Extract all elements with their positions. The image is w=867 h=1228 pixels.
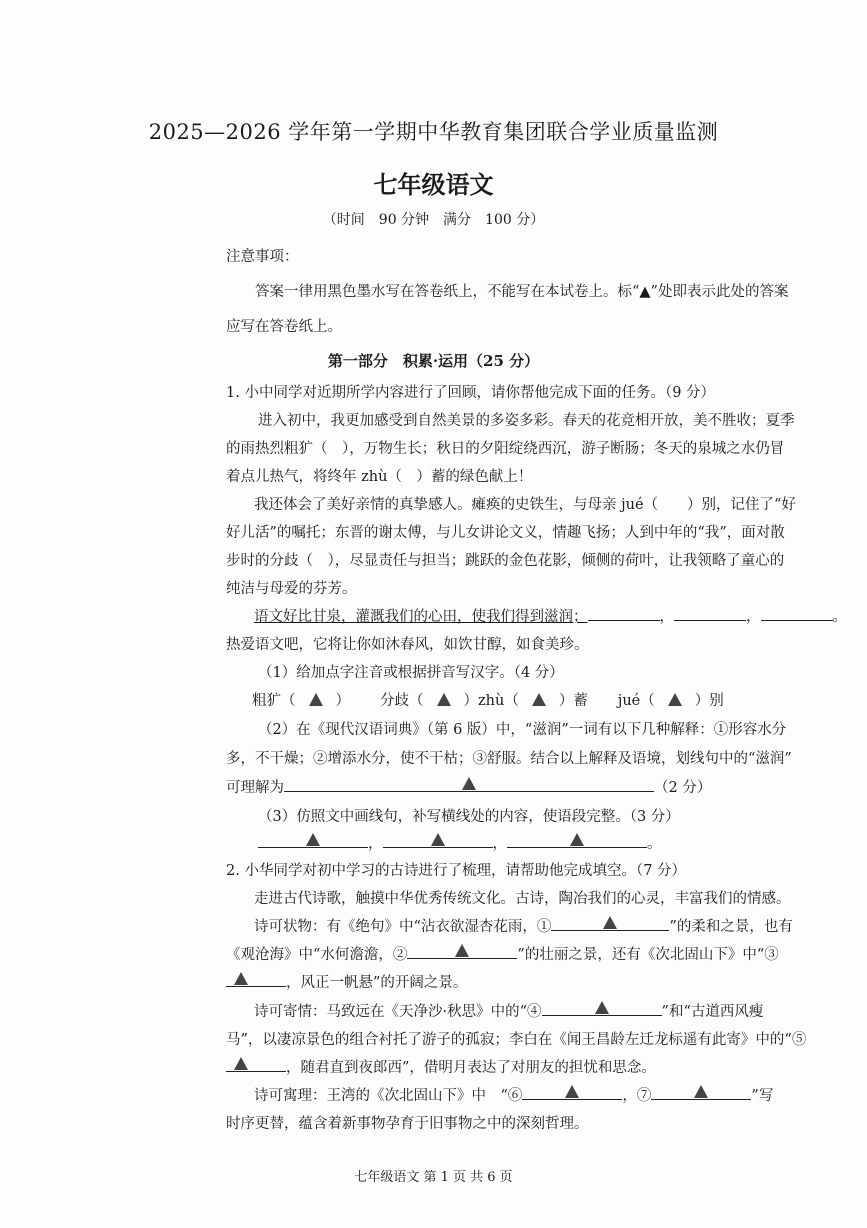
- passage-line: 步时的分歧（ ），尽显责任与担当；跳跃的金色花影，倾侧的荷叶，让我领略了童心的: [226, 553, 785, 569]
- passage-line: 热爱语文吧，它将让你如沐春风，如饮甘醇，如食美珍。: [226, 637, 589, 653]
- answer-triangle-icon: [234, 972, 248, 985]
- passage-line: 进入初中，我更加感受到自然美景的多姿多彩。春天的花竞相开放，美不胜收；夏季: [258, 413, 795, 429]
- poem-fill-line: 《观沧海》中“水何澹澹，② ”的壮丽之景，还有《次北固山下》中“③: [226, 943, 779, 964]
- answer-triangle-icon: [437, 693, 451, 706]
- answer-triangle-icon: [431, 833, 445, 846]
- exam-time-info: （时间 90 分钟 满分 100 分）: [322, 212, 545, 228]
- poem-fill-line: 诗可寓理：王湾的《次北固山下》中 “⑥ ，⑦ ”写: [254, 1084, 773, 1105]
- passage-line: 好儿活”的嘱托；东晋的谢太傅，与儿女讲论文义，情趣飞扬；人到中年的“我”，面对散: [226, 525, 785, 541]
- notice-label: 注意事项：: [226, 249, 299, 265]
- answer-triangle-icon: [455, 944, 469, 957]
- answer-blank: [507, 833, 647, 848]
- passage-line: 的雨热烈粗犷（ ），万物生长；秋日的夕阳绽绕西沉，游子断肠；冬天的泉城之水仍冒: [226, 441, 785, 457]
- answer-triangle-icon: [306, 833, 320, 846]
- answer-triangle-icon: [603, 916, 617, 929]
- answer-triangle-icon: [532, 693, 546, 706]
- question-2-stem: 2. 小华同学对初中学习的古诗进行了梳理，请帮助他完成填空。（7 分）: [226, 863, 687, 879]
- sub-question-3: （3）仿照文中画线句，补写横线处的内容，使语段完整。（3 分）: [258, 809, 680, 825]
- answer-blank: [551, 916, 669, 931]
- question-1-stem: 1. 小中同学对近期所学内容进行了回顾，请你帮他完成下面的任务。（9 分）: [226, 385, 716, 401]
- passage-line: 我还体会了美好亲情的真挚感人。瘫痪的史铁生，与母亲 jué（ ）别，记住了“好: [254, 497, 796, 513]
- notice-line: 答案一律用黑色墨水写在答卷纸上，不能写在本试卷上。标“▲”处即表示此处的答案: [255, 284, 789, 300]
- answer-blank: [522, 1085, 622, 1100]
- passage-line: 纯洁与母爱的芬芳。: [226, 581, 357, 597]
- poem-fill-line: ，随君直到夜郎西”，借明月表达了对朋友的担忧和思念。: [226, 1056, 656, 1077]
- poem-fill-line: 诗可寄情：马致远在《天净沙·秋思》中的“④ ”和“古道西风瘦: [254, 1000, 763, 1021]
- answer-triangle-icon: [462, 777, 476, 790]
- answer-blank: [761, 606, 833, 621]
- answer-triangle-icon: [570, 833, 584, 846]
- poem-fill-line: 诗可状物：有《绝句》中“沾衣欲湿杏花雨，① ”的柔和之景，也有: [254, 915, 793, 936]
- sub-question-2-line: 多，不干燥；②增添水分，使不干枯；③舒服。结合以上解释及语境，划线句中的“滋润”: [226, 751, 792, 767]
- pinyin-answer-row: 粗犷（ ） 分歧（ ）zhù（ ）蓄 jué（ ）别: [252, 693, 724, 709]
- answer-blank: [588, 606, 660, 621]
- answer-blank: [651, 1085, 751, 1100]
- answer-blank: [284, 777, 654, 792]
- answer-triangle-icon: [694, 1085, 708, 1098]
- exam-title: 2025—2026 学年第一学期中华教育集团联合学业质量监测: [148, 120, 719, 144]
- sub-question-1: （1）给加点字注音或根据拼音写汉字。（4 分）: [258, 665, 564, 681]
- page-footer: 七年级语文 第 1 页 共 6 页: [354, 1170, 513, 1185]
- poem-fill-line: ，风正一帆悬”的开阔之景。: [226, 971, 467, 992]
- sub-question-3-blanks: ， ， 。: [258, 832, 662, 853]
- passage-line: 时序更替，蕴含着新事物孕育于旧事物之中的深刻哲理。: [226, 1116, 589, 1132]
- passage-line-3: 语文好比甘泉，灌溉我们的心田，使我们得到滋润； ， ， 。: [254, 605, 847, 626]
- answer-blank: [258, 833, 368, 848]
- notice-line: 应写在答卷纸上。: [226, 319, 342, 335]
- sub-question-2-line: 可理解为 （2 分）: [226, 776, 711, 797]
- answer-blank: [407, 944, 517, 959]
- underlined-sentence: 语文好比甘泉，灌溉我们的心田，使我们得到滋润；: [254, 609, 588, 625]
- part1-heading: 第一部分 积累·运用（25 分）: [327, 352, 540, 370]
- exam-subject: 七年级语文: [373, 170, 494, 199]
- sub-question-2: （2）在《现代汉语词典》（第 6 版）中，“滋润”一词有以下几种解释：①形容水分: [258, 722, 787, 738]
- answer-triangle-icon: [668, 693, 682, 706]
- passage-line: 走进古代诗歌，触摸中华优秀传统文化。古诗，陶冶我们的心灵，丰富我们的情感。: [254, 891, 791, 907]
- passage-line: 着点儿热气，将终年 zhù（ ）蓄的绿色献上！: [226, 469, 533, 485]
- passage-line: 马”，以凄凉景色的组合衬托了游子的孤寂；李白在《闻王昌龄左迁龙标遥有此寄》中的“⑤: [226, 1032, 807, 1048]
- answer-blank: [542, 1001, 662, 1016]
- answer-triangle-icon: [309, 693, 323, 706]
- answer-triangle-icon: [565, 1085, 579, 1098]
- answer-triangle-icon: [595, 1001, 609, 1014]
- answer-blank: [674, 606, 746, 621]
- answer-blank: [226, 1057, 286, 1072]
- answer-blank: [226, 972, 286, 987]
- answer-blank: [383, 833, 493, 848]
- answer-triangle-icon: [234, 1057, 248, 1070]
